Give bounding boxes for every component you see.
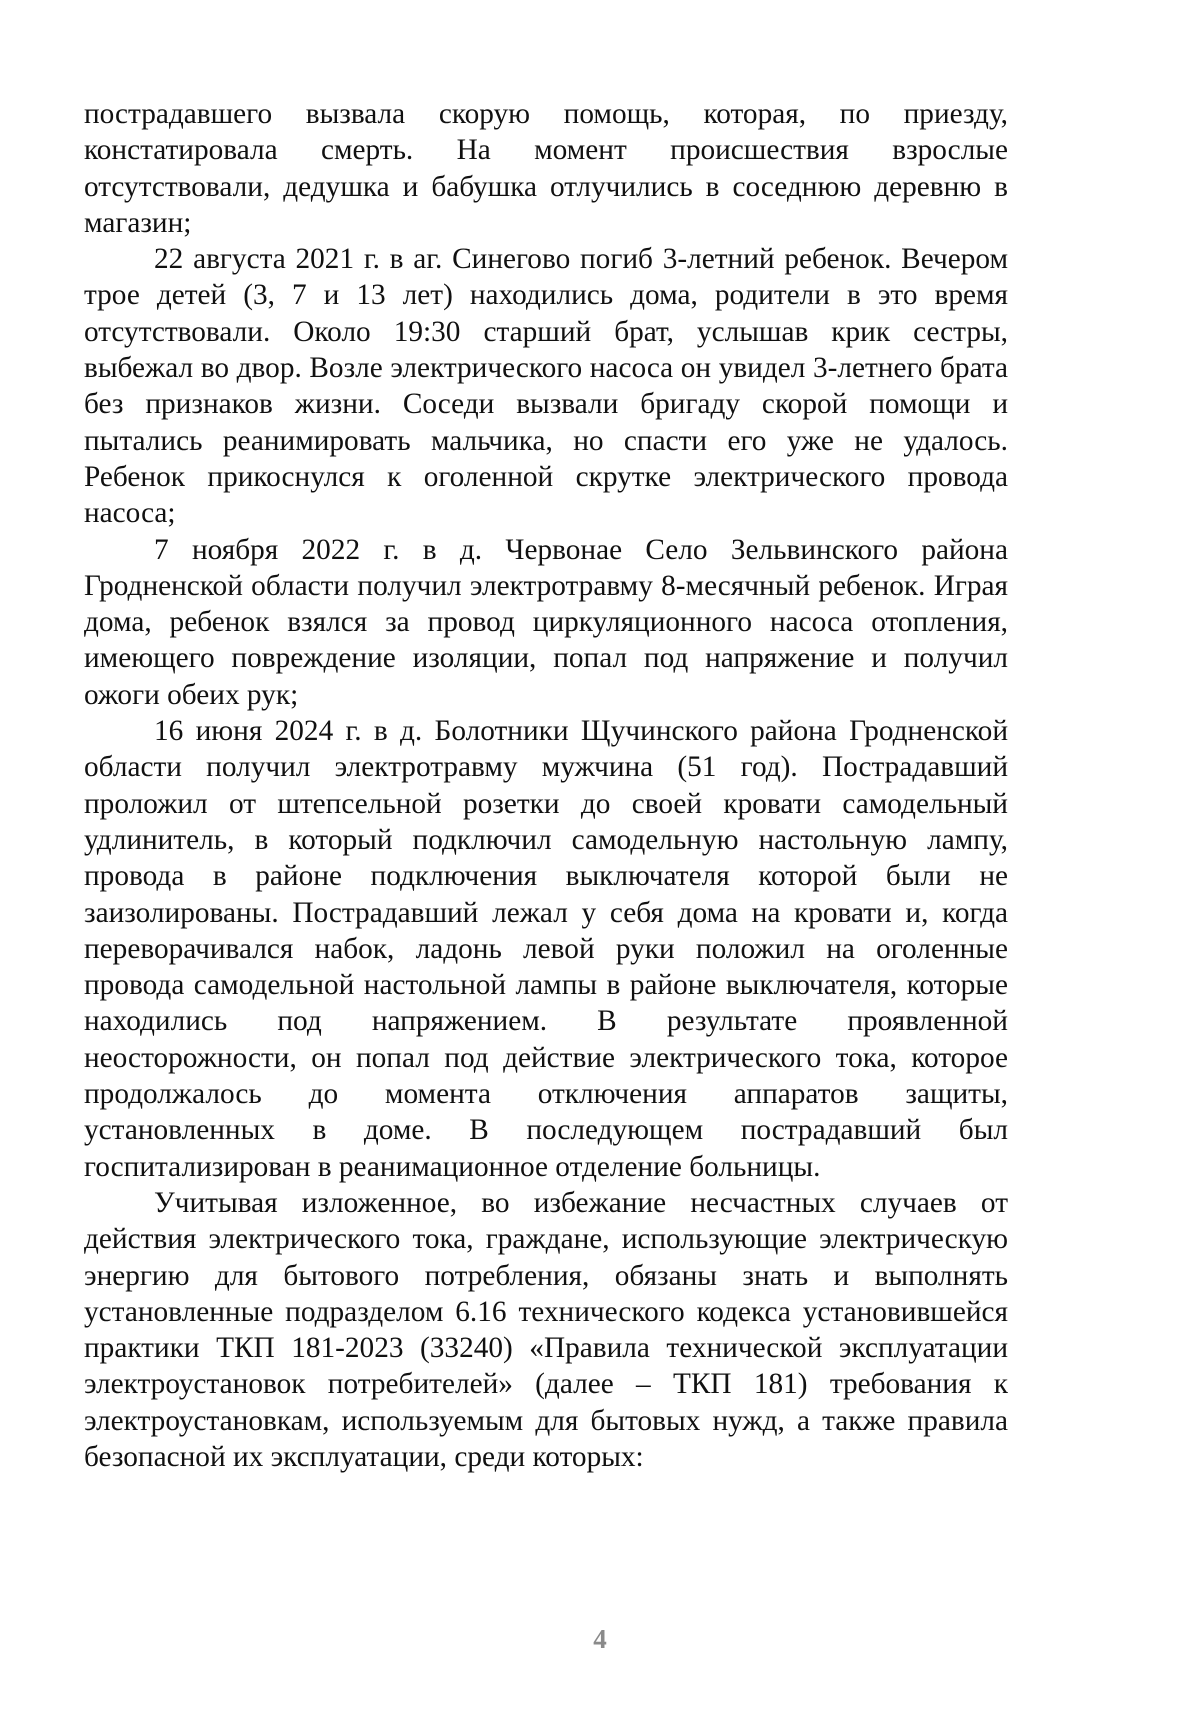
paragraph-incident-chervonae-selo: 7 ноября 2022 г. в д. Червонае Село Зельвинского района Гродненской области получил электротравму 8-месячный ребенок. Играя дома, ребенок взялся за провод циркуляционного насоса отопления, имеющего повреждение изоляции, попал под напряжение и получил ожоги обеих рук; (84, 533, 1008, 711)
paragraph-continuation: пострадавшего вызвала скорую помощь, которая, по приезду, констатировала смерть. На момент происшествия взрослые отсутствовали, дедушка и бабушка отлучились в соседнюю деревню в магазин; (84, 98, 1008, 239)
page-number: 4 (593, 1624, 607, 1654)
paragraph-incident-bolotniki: 16 июня 2024 г. в д. Болотники Щучинского района Гродненской области получил электротравму мужчина (51 год). Пострадавший проложил от штепсельной розетки до своей кровати самодельный удлинитель, в который подключил самодельную настольную лампу, провода в районе подключения выключателя которой были не заизолированы. Пострадавший лежал у себя дома на кровати и, когда переворачивался набок, ладонь левой руки положил на оголенные провода самодельной настольной лампы в районе выключателя, которые находились под напряжением. В результате проявленной неосторожности, он попал под действие электрического тока, которое продолжалось до момента отключения аппаратов защиты, установленных в доме. В последующем пострадавший был госпитализирован в реанимационное отделение больницы. (84, 715, 1008, 1183)
paragraph-requirements: Учитывая изложенное, во избежание несчастных случаев от действия электрического тока, граждане, использующие электрическую энергию для бытового потребления, обязаны знать и выполнять установленные подразделом 6.16 технического кодекса установившейся практики ТКП 181-2023 (33240) «Правила технической эксплуатации электроустановок потребителей» (далее – ТКП 181) требования к электроустановкам, используемым для бытовых нужд, а также правила безопасной их эксплуатации, среди которых: (84, 1186, 1008, 1473)
document-page (84, 96, 1008, 1475)
paragraph-incident-sinegovo: 22 августа 2021 г. в аг. Синегово погиб 3-летний ребенок. Вечером трое детей (3, 7 и 13 лет) находились дома, родители в это время отсутствовали. Около 19:30 старший брат, услышав крик сестры, выбежал во двор. Возле электрического насоса он увидел 3-летнего брата без признаков жизни. Соседи вызвали бригаду скорой помощи и пытались реанимировать мальчика, но спасти его уже не удалось. Ребенок прикоснулся к оголенной скрутке электрического провода насоса; (84, 243, 1008, 530)
